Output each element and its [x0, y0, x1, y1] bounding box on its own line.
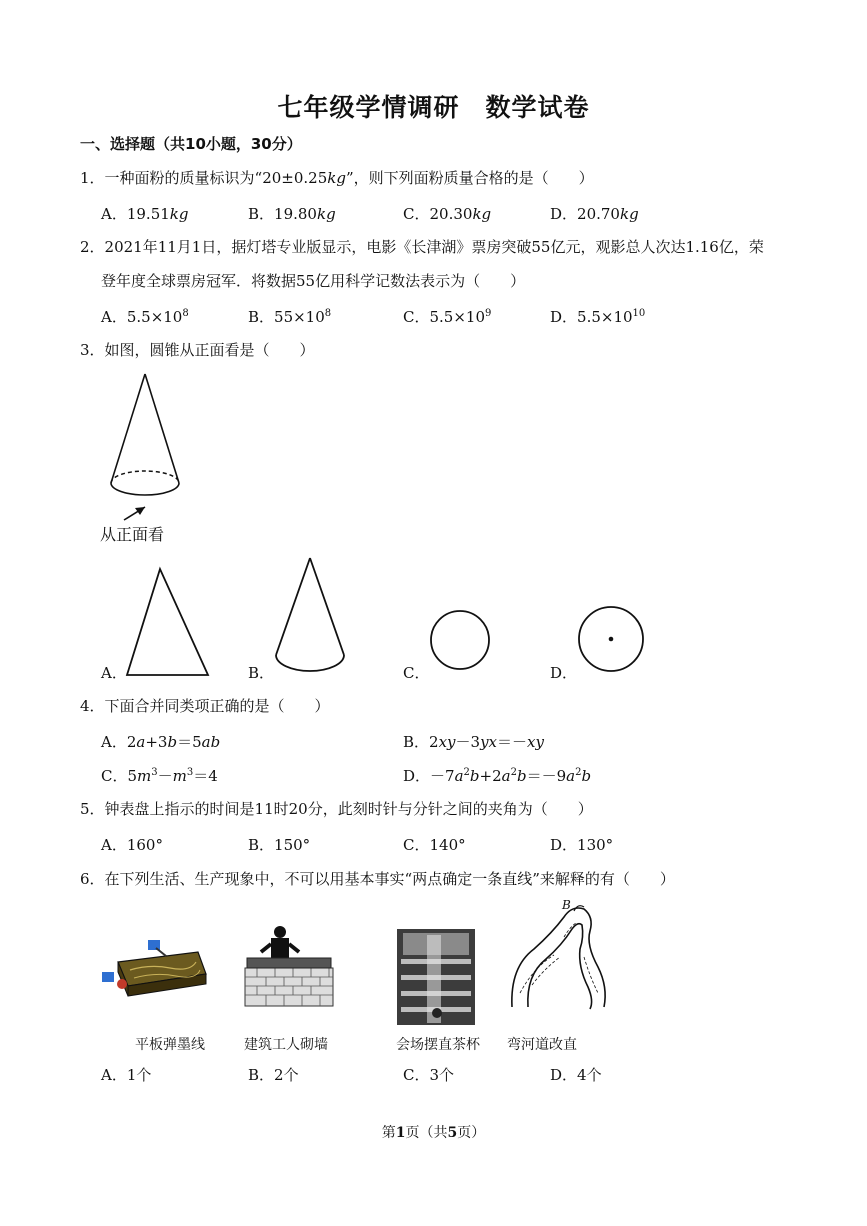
section-heading: 一、选择题（共10小题，30分） [80, 135, 302, 153]
question-4-option-c[interactable]: C．$5m^3-m^3=4$ [101, 767, 218, 785]
stem-unit: kg [327, 169, 346, 187]
bricklayer-illustration [243, 922, 335, 1008]
question-number: 5． [80, 800, 105, 818]
stem-text: 一种面粉的质量标识为“20±0.25 [104, 169, 328, 187]
question-1-option-d[interactable]: D．20.70kg [550, 205, 639, 223]
page-title: 七年级学情调研 数学试卷 [277, 93, 590, 122]
question-3-option-b[interactable]: B． [248, 664, 275, 682]
question-3-option-a[interactable]: A． [101, 664, 127, 682]
question-2-option-c[interactable]: C．$5.5\times 10^9$ [403, 308, 492, 326]
caption-tea-cups: 会场摆直茶杯 [396, 1037, 480, 1053]
question-5-option-c[interactable]: C．140° [403, 836, 466, 854]
page-footer: 第1页（共5页） [381, 1125, 486, 1141]
question-1-option-b[interactable]: B．19.80kg [248, 205, 336, 223]
caption-chalk-line: 平板弹墨线 [135, 1037, 205, 1053]
question-5-option-a[interactable]: A．160° [101, 836, 163, 854]
question-number: 3． [80, 341, 105, 359]
question-2-stem-line1: 2．2021年11月1日，据灯塔专业版显示，电影《长津湖》票房突破55亿元，观影总人次达1.16亿，荣 [80, 238, 764, 256]
chalk-line-board-illustration [100, 938, 210, 1000]
question-6-option-b[interactable]: B．2个 [248, 1066, 299, 1084]
question-1-stem [80, 167, 594, 188]
stem-text: ”，则下列面粉质量合格的是（ ） [345, 169, 594, 187]
question-4-option-b[interactable]: B．2xy－3yx＝－xy [403, 733, 544, 751]
point-b-label: B [562, 898, 571, 912]
question-4-option-a[interactable]: A．2a+3b＝5ab [101, 733, 221, 751]
question-6-option-c[interactable]: C．3个 [403, 1066, 455, 1084]
option-a-triangle [125, 567, 211, 677]
question-number: 6． [80, 870, 105, 888]
question-number: 4． [80, 697, 105, 715]
question-number: 1． [80, 169, 105, 187]
cone-figure [95, 370, 205, 520]
question-5-option-d[interactable]: D．130° [550, 836, 614, 854]
question-6-stem: 6．在下列生活、生产现象中，不可以用基本事实“两点确定一条直线”来解释的有（ ） [80, 870, 675, 888]
option-b-cone-outline [272, 555, 348, 675]
question-2-option-d[interactable]: D．$5.5\times 10^{10}$ [550, 308, 646, 326]
question-2-option-b[interactable]: B．$55\times 10^8$ [248, 308, 332, 326]
question-6-option-d[interactable]: D．4个 [550, 1066, 602, 1084]
question-1-option-c[interactable]: C．20.30kg [403, 205, 492, 223]
meeting-hall-cups-illustration [397, 929, 475, 1025]
question-2-option-a[interactable]: A．$5.5\times 10^8$ [101, 308, 189, 326]
question-4-option-d[interactable]: D．$-7a^2b+2a^2b=-9a^2b$ [403, 767, 592, 785]
river-straightening-illustration [504, 897, 614, 1015]
question-6-option-a[interactable]: A．1个 [101, 1066, 152, 1084]
question-5-stem: 5．钟表盘上指示的时间是11时20分，此刻时针与分针之间的夹角为（ ） [80, 800, 593, 818]
question-3-option-d[interactable]: D． [550, 664, 578, 682]
view-direction-label: 从正面看 [100, 525, 165, 544]
caption-river: 弯河道改直 [507, 1037, 577, 1053]
question-number: 2． [80, 238, 105, 256]
option-c-circle [428, 608, 492, 672]
caption-bricklayer: 建筑工人砌墙 [244, 1037, 328, 1053]
question-3-option-c[interactable]: C． [403, 664, 430, 682]
question-5-option-b[interactable]: B．150° [248, 836, 311, 854]
option-d-circle-with-center [576, 604, 646, 674]
question-3-stem: 3．如图，圆锥从正面看是（ ） [80, 341, 315, 359]
question-2-stem-line2: 登年度全球票房冠军．将数据55亿用科学记数法表示为（ ） [101, 272, 526, 290]
question-1-option-a[interactable]: A．19.51kg [101, 205, 189, 223]
question-4-stem: 4．下面合并同类项正确的是（ ） [80, 697, 330, 715]
